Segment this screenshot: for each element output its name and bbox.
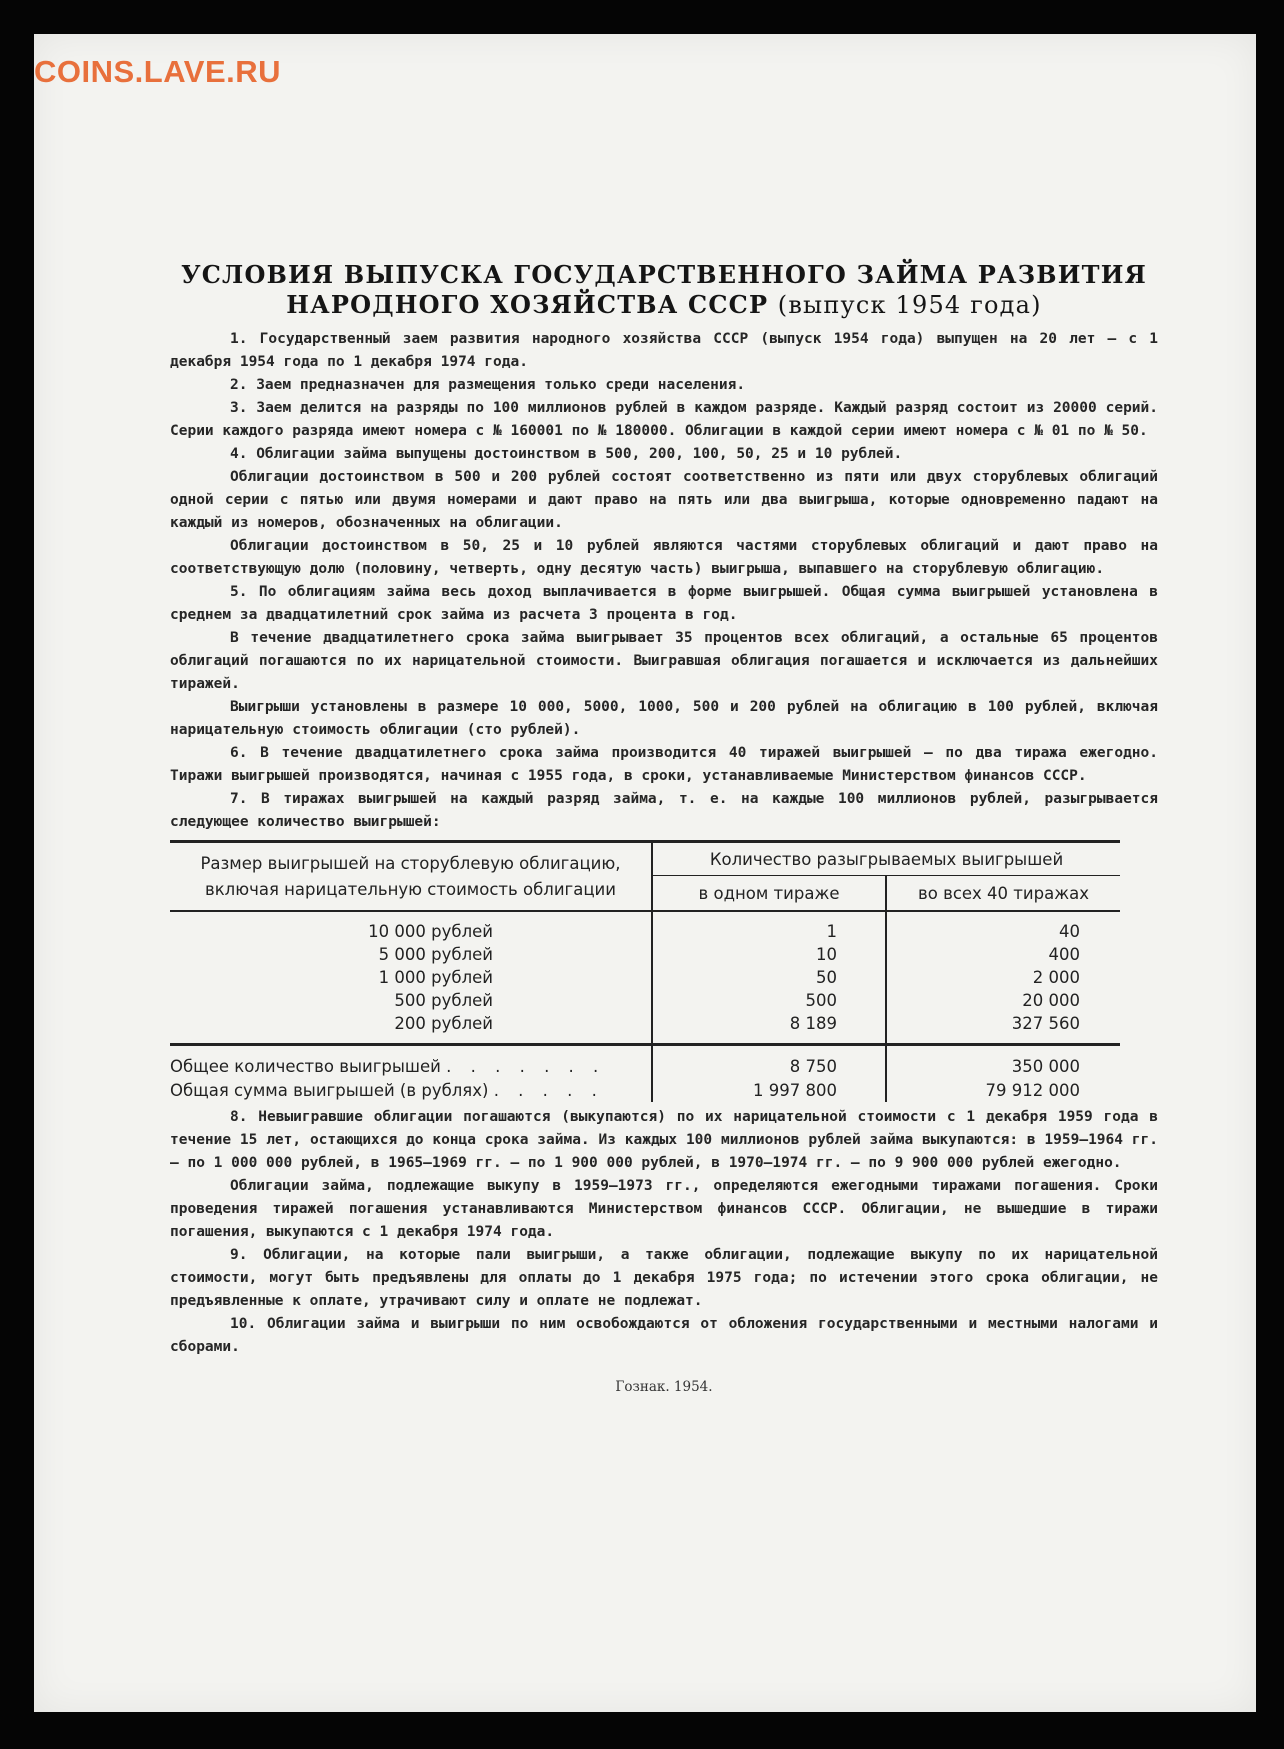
- total-sum-one: 1 997 800: [652, 1078, 886, 1102]
- paragraph-3: 3. Заем делится на разряды по 100 миллионов рублей в каждом разряде. Каждый разряд состоит из 20000 серий. Серии каждого разряда имеют номера с № 160001 по № 180000. Облигации в каждой серии имеют номера с № 01 по № 50.: [170, 400, 1158, 439]
- table-total-row: [170, 1054, 1120, 1078]
- paragraph-2: 2. Заем предназначен для размещения только среди населения.: [230, 377, 746, 393]
- watermark: COINS.LAVE.RU: [34, 54, 282, 89]
- paragraph-8-redemption: Облигации займа, подлежащие выкупу в 1959—1973 гг., определяются ежегодными тиражами погашения. Сроки проведения тиражей погашения устанавливаются Министерством финансов СССР. Облигации, не вышедшие в тиражи погашения, выкупаются с 1 декабря 1974 года.: [170, 1178, 1158, 1240]
- prize-count-all: 40: [1059, 922, 1080, 941]
- title-line-2-year: (выпуск 1954 года): [777, 291, 1042, 319]
- title-line-2: [170, 290, 1158, 320]
- prize-size: 5 000 рублей: [170, 943, 652, 966]
- paragraph-5-prize-sizes: Выигрыши установлены в размере 10 000, 5000, 1000, 500 и 200 рублей на облигацию в 100 рублей, включая нарицательную стоимость облигации (сто рублей).: [170, 699, 1158, 738]
- table-row: [170, 943, 1120, 966]
- prize-count-one: 8 189: [652, 1012, 886, 1035]
- table-row: [170, 989, 1120, 1012]
- printer-imprint: Гознак. 1954.: [615, 1379, 713, 1395]
- prize-size: 500 рублей: [170, 989, 652, 1012]
- prize-count-all: 400: [1048, 945, 1080, 964]
- total-count-text: Общее количество выигрышей: [170, 1056, 441, 1076]
- total-sum-all: 79 912 000: [985, 1080, 1080, 1100]
- document-sheet: [34, 34, 1256, 1712]
- table-row: [170, 966, 1120, 989]
- prize-size: 1 000 рублей: [170, 966, 652, 989]
- document-title: [170, 260, 1158, 320]
- prize-count-one: 1: [652, 920, 886, 943]
- total-sum-text: Общая сумма выигрышей (в рублях): [170, 1080, 489, 1100]
- total-count-label: [170, 1054, 652, 1078]
- table-row: [170, 920, 1120, 943]
- paragraph-4: 4. Облигации займа выпущены достоинством в 500, 200, 100, 50, 25 и 10 рублей.: [230, 446, 903, 462]
- leader-dots: . . . . .: [493, 1080, 604, 1100]
- paragraph-8: 8. Невыигравшие облигации погашаются (выкупаются) по их нарицательной стоимости с 1 декабря 1959 года в течение 15 лет, остающихся до конца срока займа. Из каждых 100 миллионов рублей займа выкупаются: в 1959—1964 гг. — по 1 000 000 рублей, в 1965—1969 гг. — по 1 900 000 рублей, в 1970—1974 гг. — по 9 900 000 рублей ежегодно.: [170, 1109, 1158, 1171]
- table-row: [170, 1012, 1120, 1035]
- prize-count-one: 500: [652, 989, 886, 1012]
- prize-count-all: 327 560: [1011, 1014, 1080, 1033]
- paragraph-1: 1. Государственный заем развития народного хозяйства СССР (выпуск 1954 года) выпущен на 20 лет — с 1 декабря 1954 года по 1 декабря 1974 года.: [170, 331, 1158, 370]
- total-count-all: 350 000: [1011, 1056, 1080, 1076]
- prize-count-all: 2 000: [1032, 968, 1080, 987]
- title-line-2-main: НАРОДНОГО ХОЗЯЙСТВА СССР: [286, 290, 769, 319]
- leader-dots: . . . . . . .: [446, 1056, 606, 1076]
- paragraph-4-denominations: Облигации достоинством в 500 и 200 рублей состоят соответственно из пяти или двух сторублевых облигаций одной серии с пятью или двумя номерами и дают право на пять или два выигрыша, которые одновременно падают на каждый из номеров, обозначенных на облигации.: [170, 469, 1158, 531]
- prize-table: [170, 840, 1120, 1102]
- total-count-one: 8 750: [652, 1054, 886, 1078]
- prize-count-one: 50: [652, 966, 886, 989]
- paragraph-7: 7. В тиражах выигрышей на каждый разряд займа, т. е. на каждые 100 миллионов рублей, разыгрывается следующее количество выигрышей:: [170, 791, 1158, 830]
- prize-size: 10 000 рублей: [170, 920, 652, 943]
- document-body: [170, 260, 1158, 1395]
- prize-table-header-one-draw: в одном тираже: [652, 876, 886, 912]
- paragraph-5-winning-share: В течение двадцатилетнего срока займа выигрывает 35 процентов всех облигаций, а остальные 65 процентов облигаций погашаются по их нарицательной стоимости. Выигравшая облигация погашается и исключается из дальнейших тиражей.: [170, 630, 1158, 692]
- prize-size: 200 рублей: [170, 1012, 652, 1035]
- title-line-1: УСЛОВИЯ ВЫПУСКА ГОСУДАРСТВЕННОГО ЗАЙМА РАЗВИТИЯ: [181, 260, 1147, 289]
- paragraph-10: 10. Облигации займа и выигрыши по ним освобождаются от обложения государственными и местными налогами и сборами.: [170, 1316, 1158, 1355]
- paragraph-5: 5. По облигациям займа весь доход выплачивается в форме выигрышей. Общая сумма выигрышей установлена в среднем за двадцатилетний срок займа из расчета 3 процента в год.: [170, 584, 1158, 623]
- prize-table-header-size: Размер выигрышей на сторублевую облигацию, включая нарицательную стоимость облигации: [170, 842, 652, 912]
- paragraph-9: 9. Облигации, на которые пали выигрыши, а также облигации, подлежащие выкупу по их нарицательной стоимости, могут быть предъявлены для оплаты до 1 декабря 1975 года; по истечении этого срока облигации, не предъявленные к оплате, утрачивают силу и оплате не подлежат.: [170, 1247, 1158, 1309]
- prize-table-header-all-draws: во всех 40 тиражах: [886, 876, 1120, 912]
- prize-count-all: 20 000: [1022, 991, 1080, 1010]
- total-sum-label: [170, 1078, 652, 1102]
- paragraph-6: 6. В течение двадцатилетнего срока займа производится 40 тиражей выигрышей — по два тиража ежегодно. Тиражи выигрышей производятся, начиная с 1955 года, в сроки, устанавливаемые Министерством финансов СССР.: [170, 745, 1158, 784]
- prize-count-one: 10: [652, 943, 886, 966]
- table-total-row: [170, 1078, 1120, 1102]
- paragraph-4-fractions: Облигации достоинством в 50, 25 и 10 рублей являются частями сторублевых облигаций и дают право на соответствующую долю (половину, четверть, одну десятую часть) выигрыша, выпавшего на сторублевую облигацию.: [170, 538, 1158, 577]
- prize-table-header-count: Количество разыгрываемых выигрышей: [652, 842, 1120, 876]
